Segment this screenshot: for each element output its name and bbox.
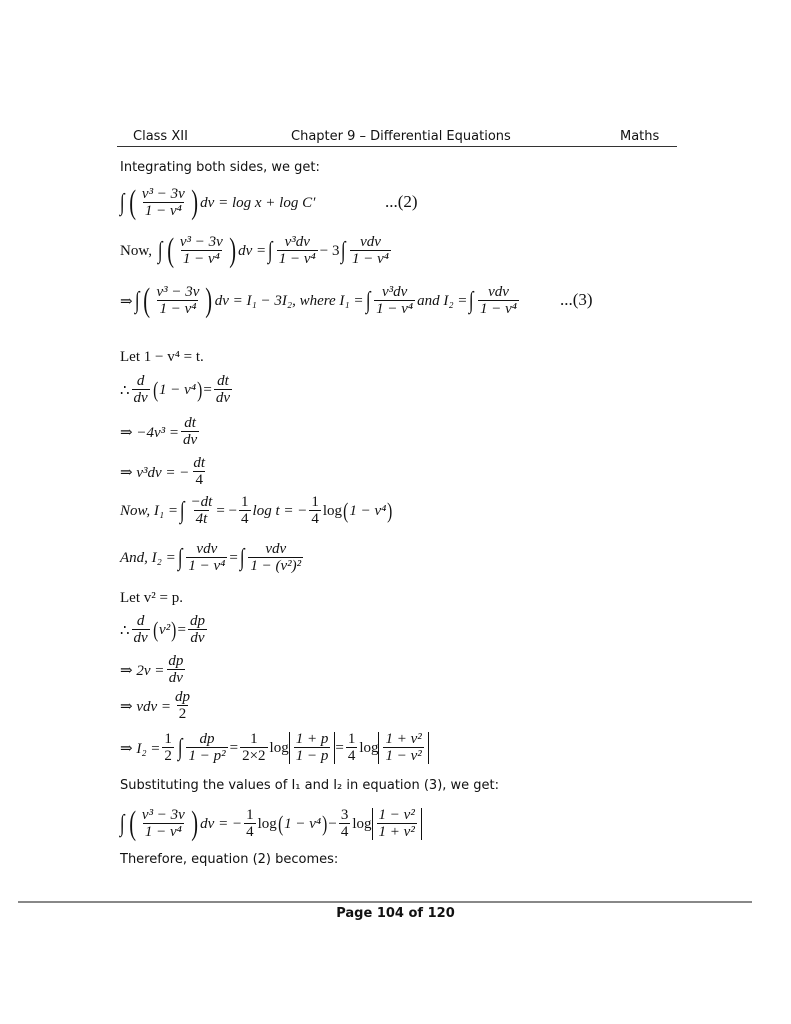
i2-result: ⇒ I₂ = $\frac{1}{2}$ ∫ $\frac{dp}{\text{1 − p²}}$ = $\frac{1}{2\times 2}$ log $\frac{1 + p}{1 - p}$ = $\frac{1}{4}$ log $\frac{\text{1 + v²}}{\text{1 − v²}}$ — [120, 724, 429, 772]
derivative-t: ∴ d dv ( 1 − v⁴ ) = $\frac{dt}{dv}$ — [120, 373, 231, 406]
now-expansion: Now, ∫ ( v³ − 3v 1 − v⁴ ) dv = ∫ v³dv 1 − v⁴ − 3 ∫ vdv 1 − v⁴ — [120, 232, 390, 269]
substituting-text: Substituting the values of I₁ and I₂ in equation (3), we get: — [120, 778, 500, 793]
page-number: Page 104 of 120 — [336, 906, 455, 921]
let-t: Let 1 − v⁴ = t. — [120, 349, 204, 365]
equation-2: ∫ ( v³ − 3v 1 − v⁴ ) dv = log x + log C′ — [119, 184, 316, 221]
header-chapter: Chapter 9 – Differential Equations — [291, 129, 511, 144]
final-integral: ∫ ( v³ − 3v 1 − v⁴ ) dv = − $\frac{1}{4}$ log ( 1 − v⁴ ) − $\frac{3}{4}$ log $\frac{\text{1 − v²}}{\text{1 + v²}}$ — [118, 800, 422, 848]
step-2v: ⇒ 2v = $\frac{dp}{dv}$ — [120, 653, 184, 686]
equation-3: ⇒ ∫ ( v³ − 3v 1 − v⁴ ) dv = I₁ − 3I₂, where I₁ = ∫ v³dv 1 − v⁴ and I₂ = ∫ vdv 1 − v⁴ — [120, 282, 518, 319]
intro-text: Integrating both sides, we get: — [120, 160, 320, 175]
derivative-p: ∴ d dv ( v² ) = $\frac{dp}{dv}$ — [120, 613, 205, 646]
i1-result: Now, I₁ = ∫ $\frac{-dt}{4t}$ = − $\frac{1}{4}$ log t = − $\frac{1}{4}$ log ( 1 − v⁴ ) — [120, 494, 393, 527]
equation-tag-2: ...(2) — [385, 192, 418, 211]
therefore-text: Therefore, equation (2) becomes: — [120, 852, 339, 867]
step-4v3: ⇒ −4v³ = $\frac{dt}{dv}$ — [120, 415, 198, 448]
equation-tag-3: ...(3) — [560, 290, 593, 309]
let-p: Let v² = p. — [120, 590, 183, 606]
footer-rule — [18, 901, 752, 903]
header-rule — [117, 146, 677, 147]
i2-definition: And, I₂ = ∫ vdv 1 − v⁴ = ∫ vdv 1 − (v²)² — [120, 541, 302, 574]
header-class: Class XII — [133, 129, 188, 144]
step-v3dv: ⇒ v³dv = − $\frac{dt}{4}$ — [120, 455, 206, 488]
header-subject: Maths — [620, 129, 660, 144]
step-vdv: ⇒ vdv = $\frac{dp}{2}$ — [120, 689, 191, 722]
